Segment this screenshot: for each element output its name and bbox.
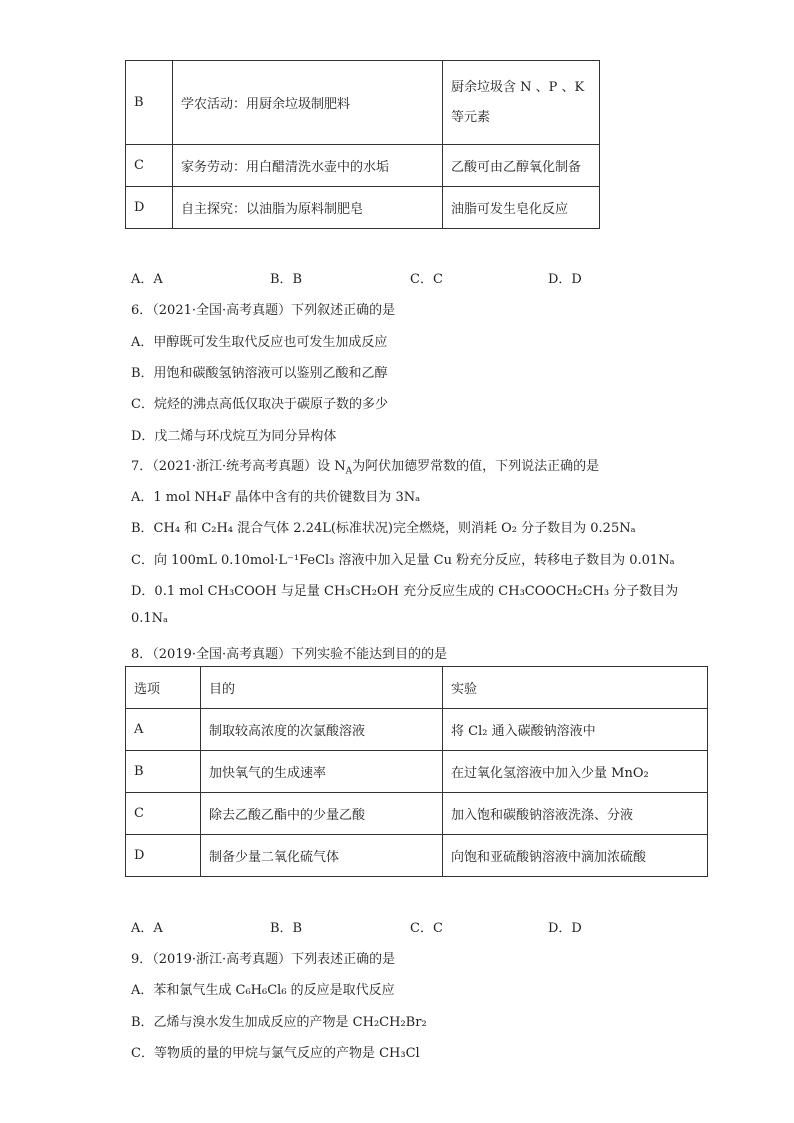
activity-cell: 学农活动：用厨余垃圾制肥料: [173, 61, 443, 145]
header-cell-purpose: 目的: [201, 667, 443, 709]
question-5-table: [125, 60, 600, 229]
activity-cell: 自主探究：以油脂为原料制肥皂: [173, 187, 443, 229]
option-cell: D: [126, 835, 201, 877]
purpose-cell: 制备少量二氧化硫气体: [201, 835, 443, 877]
choice-d: D．D: [548, 921, 582, 936]
question-7-option-b: B．CH₄ 和 C₂H₄ 混合气体 2.24L(标准状况)完全燃烧，则消耗 O₂ 分子数目为 0.25Nₐ: [131, 521, 636, 536]
table-row: [126, 145, 600, 187]
question-6-option-c: C．烷烃的沸点高低仅取决于碳原子数的多少: [131, 397, 388, 412]
question-6-option-b: B．用饱和碳酸氢钠溶液可以鉴别乙酸和乙醇: [131, 366, 388, 381]
knowledge-cell: 乙酸可由乙醇氧化制备: [443, 145, 600, 187]
table-row: [126, 187, 600, 229]
choice-b: B．B: [270, 272, 303, 287]
table-row: [126, 751, 708, 793]
question-8-table: [125, 666, 708, 877]
experiment-cell: 向饱和亚硫酸钠溶液中滴加浓硫酸: [443, 835, 708, 877]
option-cell: D: [126, 187, 173, 229]
question-8-stem: 8．（2019·全国·高考真题）下列实验不能达到目的的是: [131, 647, 448, 662]
choice-c: C．C: [410, 272, 443, 287]
knowledge-cell: 油脂可发生皂化反应: [443, 187, 600, 229]
question-9-option-b: B．乙烯与溴水发生加成反应的产物是 CH₂CH₂Br₂: [131, 1015, 427, 1030]
question-9-stem: 9．（2019·浙江·高考真题）下列表述正确的是: [131, 952, 396, 967]
purpose-cell: 制取较高浓度的次氯酸溶液: [201, 709, 443, 751]
question-7-stem-post: 为阿伏加德罗常数的值，下列说法正确的是: [352, 459, 600, 474]
question-6-option-a: A．甲醇既可发生取代反应也可发生加成反应: [131, 335, 388, 350]
purpose-cell: 除去乙酸乙酯中的少量乙酸: [201, 793, 443, 835]
choice-a: A．A: [131, 272, 163, 287]
question-6-option-d: D．戊二烯与环戊烷互为同分异构体: [131, 429, 337, 444]
knowledge-line-2: 等元素: [451, 109, 491, 125]
option-cell: B: [126, 61, 173, 145]
question-9-option-c: C．等物质的量的甲烷与氯气反应的产物是 CH₃Cl: [131, 1046, 420, 1061]
question-7-option-c: C．向 100mL 0.10mol·L⁻¹FeCl₃ 溶液中加入足量 Cu 粉充分反应，转移电子数目为 0.01Nₐ: [131, 553, 675, 568]
question-7-option-a: A．1 mol NH₄F 晶体中含有的共价键数目为 3Nₐ: [131, 490, 421, 505]
question-7-stem-pre: 7．（2021·浙江·统考高考真题）设 N: [131, 459, 346, 474]
choice-d: D．D: [548, 272, 582, 287]
question-6-stem: 6．（2021·全国·高考真题）下列叙述正确的是: [131, 303, 396, 318]
table-row: [126, 793, 708, 835]
question-7-option-d-line1: D．0.1 mol CH₃COOH 与足量 CH₃CH₂OH 充分反应生成的 CH₃COOCH₂CH₃ 分子数目为: [131, 584, 679, 599]
table-row: [126, 835, 708, 877]
activity-cell: 家务劳动：用白醋清洗水壶中的水垢: [173, 145, 443, 187]
choice-c: C．C: [410, 921, 443, 936]
question-7-option-d-line2: 0.1Nₐ: [131, 611, 169, 626]
header-cell-experiment: 实验: [443, 667, 708, 709]
question-7-stem: [131, 455, 599, 477]
experiment-cell: 加入饱和碳酸钠溶液洗涤、分液: [443, 793, 708, 835]
choice-a: A．A: [131, 921, 163, 936]
question-7-stem-sub: A: [345, 466, 353, 477]
header-cell-option: 选项: [126, 667, 201, 709]
table-row: [126, 709, 708, 751]
choice-b: B．B: [270, 921, 303, 936]
table-header-row: [126, 667, 708, 709]
experiment-cell: 在过氧化氢溶液中加入少量 MnO₂: [443, 751, 708, 793]
purpose-cell: 加快氧气的生成速率: [201, 751, 443, 793]
question-9-option-a: A．苯和氯气生成 C₆H₆Cl₆ 的反应是取代反应: [131, 983, 395, 998]
knowledge-cell: [443, 61, 600, 145]
option-cell: C: [126, 793, 201, 835]
experiment-cell: 将 Cl₂ 通入碳酸钠溶液中: [443, 709, 708, 751]
option-cell: B: [126, 751, 201, 793]
option-cell: A: [126, 709, 201, 751]
table-row: [126, 61, 600, 145]
option-cell: C: [126, 145, 173, 187]
knowledge-line-1: 厨余垃圾含 N 、P 、K: [451, 79, 585, 95]
